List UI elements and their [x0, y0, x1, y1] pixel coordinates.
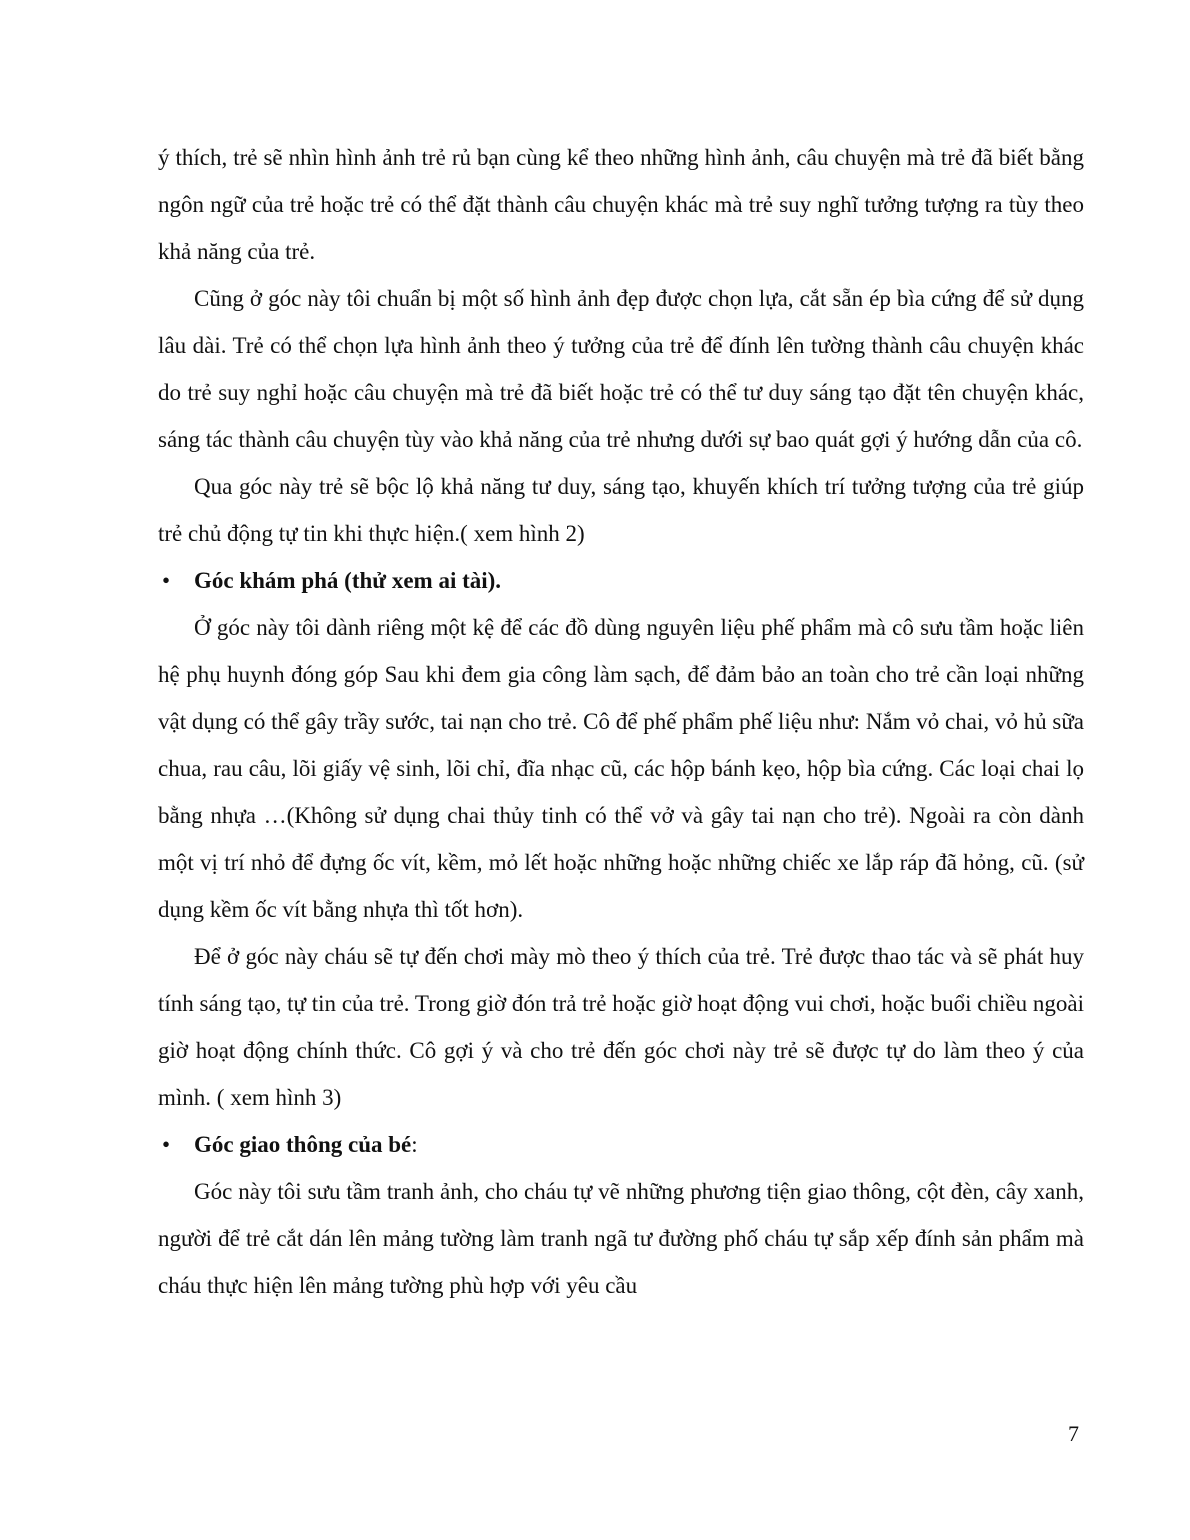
document-body: [158, 134, 1084, 1309]
heading-traffic-text: Góc giao thông của bé: [194, 1132, 412, 1157]
paragraph-5: Để ở góc này cháu sẽ tự đến chơi mày mò theo ý thích của trẻ. Trẻ được thao tác và sẽ phát huy tính sáng tạo, tự tin của trẻ. Trong giờ đón trả trẻ hoặc giờ hoạt động vui chơi, hoặc buổi chiều ngoài giờ hoạt động chính thức. Cô gợi ý và cho trẻ đến góc chơi này trẻ sẽ được tự do làm theo ý của mình. ( xem hình 3): [158, 944, 1084, 1110]
paragraph-4: Ở góc này tôi dành riêng một kệ để các đồ dùng nguyên liệu phế phẩm mà cô sưu tầm hoặc liên hệ phụ huynh đóng góp Sau khi đem gia công làm sạch, để đảm bảo an toàn cho trẻ cần loại những vật dụng có thể gây trầy sước, tai nạn cho trẻ. Cô để phế phẩm phế liệu như: Nắm vỏ chai, vỏ hủ sữa chua, rau câu, lõi giấy vệ sinh, lõi chỉ, đĩa nhạc cũ, các hộp bánh kẹo, hộp bìa cứng. Các loại chai lọ bằng nhựa …(Không sử dụng chai thủy tinh có thể vở và gây tai nạn cho trẻ). Ngoài ra còn dành một vị trí nhỏ để đựng ốc vít, kềm, mỏ lết hoặc những hoặc những chiếc xe lắp ráp đã hỏng, cũ. (sử dụng kềm ốc vít bằng nhựa thì tốt hơn).: [158, 615, 1084, 922]
paragraph-6: Góc này tôi sưu tầm tranh ảnh, cho cháu tự vẽ những phương tiện giao thông, cột đèn, cây xanh, người để trẻ cắt dán lên mảng tường làm tranh ngã tư đường phố cháu tự sắp xếp đính sản phẩm mà cháu thực hiện lên mảng tường phù hợp với yêu cầu: [158, 1179, 1084, 1298]
heading-traffic-colon: :: [411, 1132, 418, 1157]
heading-explore-text: Góc khám phá (thử xem ai tài).: [194, 568, 502, 593]
page-number: 7: [1068, 1421, 1079, 1446]
paragraph-3: Qua góc này trẻ sẽ bộc lộ khả năng tư duy, sáng tạo, khuyến khích trí tưởng tượng của trẻ giúp trẻ chủ động tự tin khi thực hiện.( xem hình 2): [158, 474, 1084, 546]
paragraph-2: Cũng ở góc này tôi chuẩn bị một số hình ảnh đẹp được chọn lựa, cắt sẵn ép bìa cứng để sử dụng lâu dài. Trẻ có thể chọn lựa hình ảnh theo ý tưởng của trẻ để đính lên tường thành câu chuyện khác do trẻ suy nghỉ hoặc câu chuyện mà trẻ đã biết hoặc trẻ có thể tư duy sáng tạo đặt tên chuyện khác, sáng tác thành câu chuyện tùy vào khả năng của trẻ nhưng dưới sự bao quát gợi ý hướng dẫn của cô.: [158, 286, 1084, 452]
bullet-icon: •: [162, 1132, 171, 1157]
paragraph-1: ý thích, trẻ sẽ nhìn hình ảnh trẻ rủ bạn cùng kể theo những hình ảnh, câu chuyện mà trẻ đã biết bằng ngôn ngữ của trẻ hoặc trẻ có thể đặt thành câu chuyện khác mà trẻ suy nghĩ tưởng tượng ra tùy theo khả năng của trẻ.: [158, 145, 1084, 264]
heading-traffic-corner: [158, 1121, 1084, 1168]
bullet-icon: •: [162, 568, 171, 593]
heading-explore-corner: [158, 557, 1084, 604]
